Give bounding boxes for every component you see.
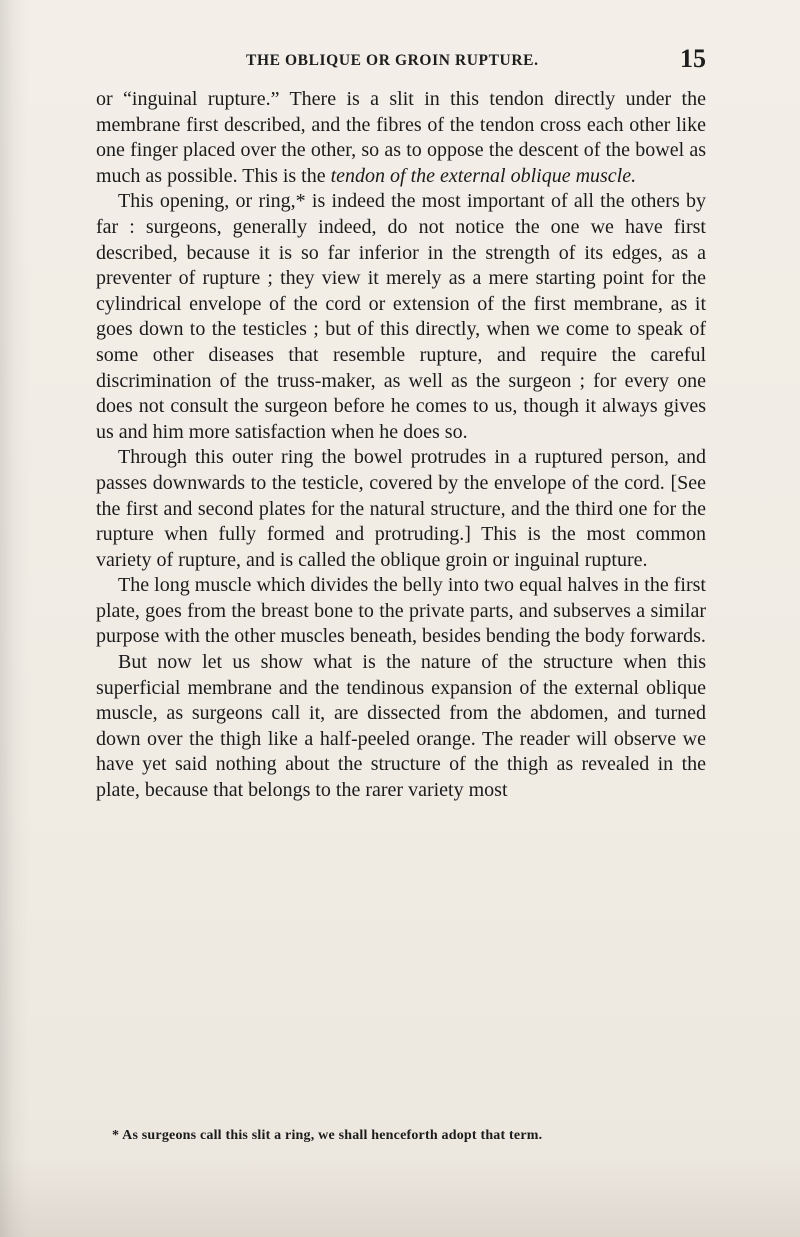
page-header — [96, 44, 706, 78]
running-title: THE OBLIQUE OR GROIN RUPTURE. — [246, 52, 539, 69]
paragraph-text: or “inguinal rupture.” There is a slit in this tendon directly under the membrane first described, and the fibres of the tendon cross each other like one finger placed over the other, so as to oppose the descent of the bowel as much as possible. This is the — [96, 88, 706, 187]
body-text — [96, 87, 706, 804]
emphasized-text: tendon of the external oblique muscle. — [330, 164, 637, 187]
paragraph-text: Through this outer ring the bowel protrudes in a ruptured person, and passes downwards to the testicle, covered by the envelope of the cord. [See the first and second plates for the natural structure, and the third one for the rupture when fully formed and protruding.] This is the most common variety of rupture, and is called the oblique groin or inguinal rupture. — [96, 446, 706, 571]
paragraph — [96, 189, 706, 445]
paragraph — [96, 87, 706, 189]
paragraph — [96, 445, 706, 573]
page-number: 15 — [680, 44, 706, 73]
paragraph-text: The long muscle which divides the belly into two equal halves in the first plate, goes from the breast bone to the private parts, and subserves a similar purpose with the other muscles beneath, besides bending the body forwards. — [96, 574, 706, 648]
footnote: * As surgeons call this slit a ring, we shall henceforth adopt that term. — [112, 1128, 543, 1143]
paragraph-text: But now let us show what is the nature of the structure when this superficial membrane and the tendinous expansion of the external oblique muscle, as surgeons call it, are dissected from the abdomen, and turned down over the thigh like a half-peeled orange. The reader will observe we have yet said nothing about the structure of the thigh as revealed in the plate, because that belongs to the rarer variety most — [96, 651, 706, 802]
paragraph-text: This opening, or ring,* is indeed the most important of all the others by far : surgeons, generally indeed, do not notice the one we have first described, because it is so far inferior in the strength of its edges, as a preventer of rupture ; they view it merely as a mere starting point for the cylindrical envelope of the cord or extension of the first membrane, as it goes down to the testicles ; but of this directly, when we come to speak of some other diseases that resemble rupture, and require the careful discrimination of the truss-maker, as well as the surgeon ; for every one does not consult the surgeon before he comes to us, though it always gives us and him more satisfaction when he does so. — [96, 190, 706, 443]
page-shadow — [0, 1157, 800, 1237]
paragraph — [96, 650, 706, 804]
paragraph — [96, 573, 706, 650]
